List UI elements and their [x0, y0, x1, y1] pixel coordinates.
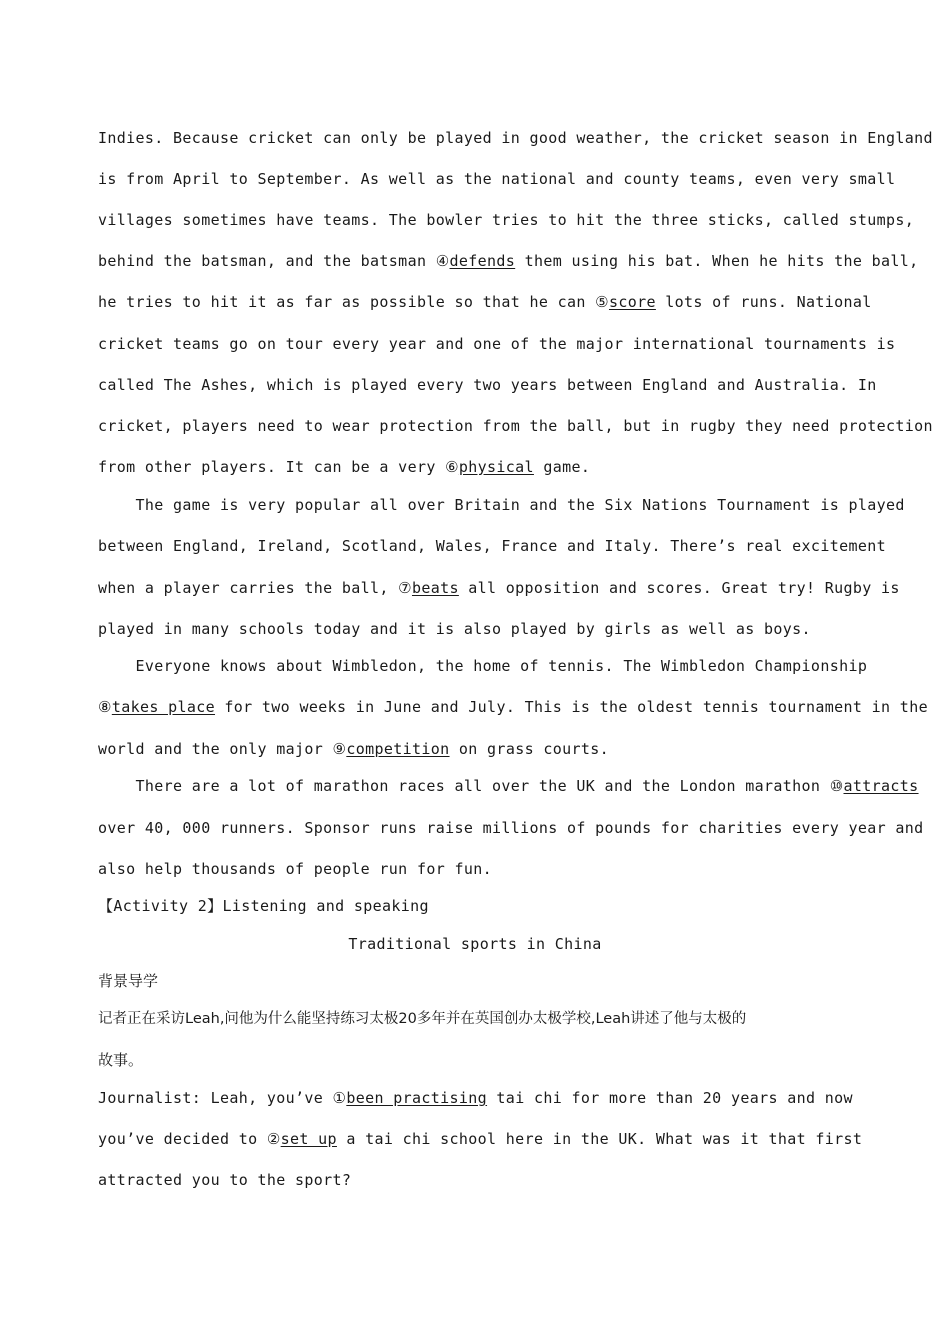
paragraph-line — [98, 859, 492, 879]
text: a tai chi school here in the UK. What was it that first — [336, 1130, 863, 1148]
paragraph-line — [98, 656, 867, 676]
paragraph-line — [98, 128, 933, 148]
text: villages sometimes have teams. The bowler tries to hit the three sticks, called stumps, — [98, 211, 915, 229]
paragraph-line — [98, 251, 919, 271]
heading-text: 【Activity 2】Listening and speaking — [98, 897, 429, 915]
text: Everyone knows about Wimbledon, the home of tennis. The Wimbledon Championship — [98, 657, 868, 675]
paragraph-line — [98, 457, 590, 477]
text: game. — [533, 458, 591, 476]
text: from other players. It can be a very ⑥ — [98, 458, 459, 476]
text: tai chi for more than 20 years and now — [487, 1089, 853, 1107]
background-text-line — [98, 1009, 746, 1029]
paragraph-line — [98, 169, 895, 189]
paragraph-line — [98, 697, 928, 717]
answer-word: takes place — [111, 698, 216, 716]
paragraph-line — [98, 619, 811, 639]
text: over 40, 000 runners. Sponsor runs raise millions of pounds for charities every year and — [98, 819, 924, 837]
answer-word: competition — [346, 740, 450, 758]
answer-word: score — [608, 293, 656, 311]
dialogue-line — [98, 1088, 853, 1108]
text: cricket, players need to wear protection from the ball, but in rugby they need protection — [98, 417, 933, 435]
text: is from April to September. As well as the national and county teams, even very small — [98, 170, 896, 188]
title-text: Traditional sports in China — [348, 935, 602, 953]
text: lots of runs. National — [655, 293, 872, 311]
paragraph-line — [98, 818, 924, 838]
paragraph-line — [98, 334, 895, 354]
answer-word: physical — [458, 458, 534, 476]
label-text: 背景导学 — [98, 972, 159, 990]
text: cricket teams go on tour every year and one of the major international tournaments is — [98, 335, 896, 353]
text: 记者正在采访Leah,问他为什么能坚持练习太极20多年并在英国创办太极学校,Leah讲述了他与太极的 — [98, 1011, 747, 1027]
text: for two weeks in June and July. This is the oldest tennis tournament in the — [215, 698, 928, 716]
text: The game is very popular all over Britain and the Six Nations Tournament is played — [98, 496, 905, 514]
text: Journalist: Leah, you’ve ① — [98, 1089, 347, 1107]
text: them using his bat. When he hits the ball, — [515, 252, 919, 270]
text: all opposition and scores. Great try! Rugby is — [458, 579, 900, 597]
text: on grass courts. — [449, 740, 610, 758]
text: you’ve decided to ② — [98, 1130, 281, 1148]
paragraph-line — [98, 536, 886, 556]
text: played in many schools today and it is also played by girls as well as boys. — [98, 620, 811, 638]
paragraph-line — [98, 776, 919, 796]
text: There are a lot of marathon races all over the UK and the London marathon ⑩ — [98, 777, 844, 795]
paragraph-line — [98, 416, 933, 436]
text: when a player carries the ball, ⑦ — [98, 579, 412, 597]
text: 故事。 — [98, 1051, 144, 1069]
paragraph-line — [98, 292, 872, 312]
answer-word: defends — [449, 252, 516, 270]
answer-word: beats — [411, 579, 459, 597]
answer-word: been practising — [346, 1089, 488, 1107]
text: attracted you to the sport? — [98, 1171, 352, 1189]
text: he tries to hit it as far as possible so that he can ⑤ — [98, 293, 609, 311]
text: Indies. Because cricket can only be played in good weather, the cricket season in England — [98, 129, 933, 147]
paragraph-line — [98, 739, 609, 759]
activity-heading — [98, 896, 429, 916]
paragraph-line — [98, 375, 877, 395]
text: called The Ashes, which is played every two years between England and Australia. In — [98, 376, 877, 394]
dialogue-line — [98, 1170, 351, 1190]
section-title — [0, 934, 950, 954]
dialogue-line — [98, 1129, 862, 1149]
text: behind the batsman, and the batsman ④ — [98, 252, 450, 270]
text: world and the only major ⑨ — [98, 740, 347, 758]
paragraph-line — [98, 578, 900, 598]
text: between England, Ireland, Scotland, Wales, France and Italy. There’s real excitement — [98, 537, 886, 555]
text: also help thousands of people run for fun. — [98, 860, 492, 878]
paragraph-line — [98, 495, 905, 515]
background-label — [98, 971, 158, 991]
answer-word: set up — [280, 1130, 337, 1148]
paragraph-line — [98, 210, 914, 230]
background-text-line — [98, 1050, 143, 1070]
answer-word: attracts — [843, 777, 919, 795]
text: ⑧ — [98, 698, 112, 716]
